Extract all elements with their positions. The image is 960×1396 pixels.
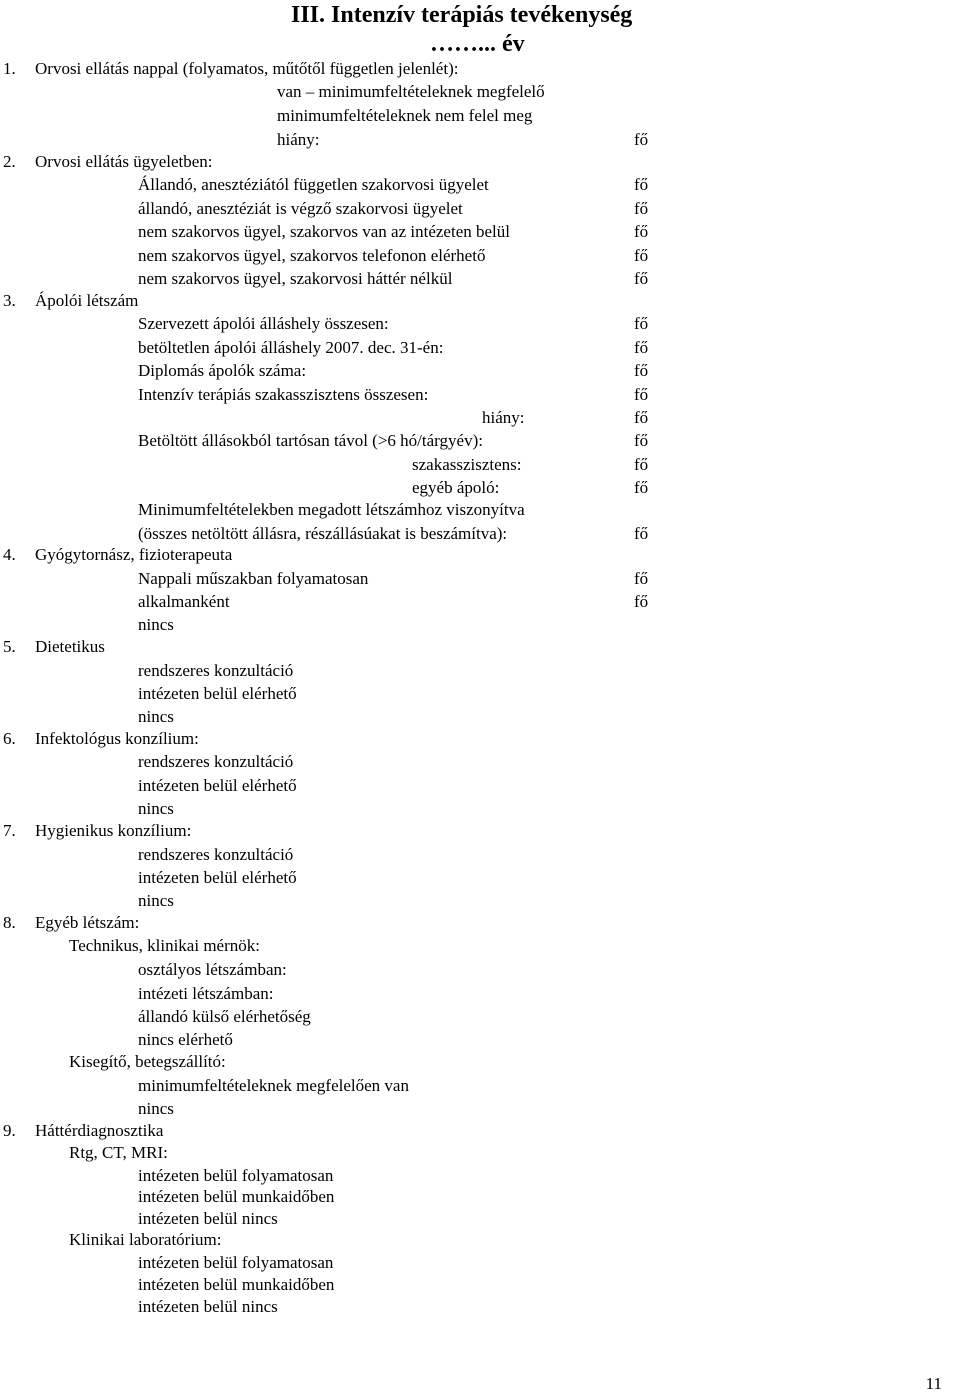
item-2-number: 2. [3, 152, 16, 171]
item-6-label: Infektológus konzílium: [35, 729, 199, 748]
item-4-label: Gyógytornász, fizioterapeuta [35, 545, 233, 564]
item-8-group-label: Kisegítő, betegszállító: [69, 1052, 226, 1071]
item-3-other-nurse: egyéb ápoló: [412, 478, 500, 497]
unit-label: fő [634, 338, 649, 357]
item-6-option: intézeten belül elérhető [138, 776, 297, 795]
item-2-label: Orvosi ellátás ügyeletben: [35, 152, 213, 171]
item-9-label: Háttérdiagnosztika [35, 1121, 164, 1140]
item-8-option: nincs elérhető [138, 1030, 233, 1049]
item-9-group-label: Klinikai laboratórium: [69, 1230, 222, 1249]
unit-label: fő [634, 269, 649, 288]
unit-label: fő [634, 455, 649, 474]
unit-label: fő [634, 361, 649, 380]
item-8-option: minimumfeltételeknek megfelelően van [138, 1076, 409, 1095]
item-9-option: intézeten belül nincs [138, 1297, 278, 1316]
item-3-number: 3. [3, 291, 16, 310]
unit-label: fő [634, 222, 649, 241]
item-5-option: intézeten belül elérhető [138, 684, 297, 703]
item-5-option: nincs [138, 707, 174, 726]
item-9-option: intézeten belül folyamatosan [138, 1166, 334, 1185]
item-4-option: Nappali műszakban folyamatosan [138, 569, 369, 588]
item-9-option: intézeten belül munkaidőben [138, 1275, 335, 1294]
item-1-option: minimumfeltételeknek nem felel meg [277, 106, 533, 125]
item-8-option: nincs [138, 1099, 174, 1118]
item-7-number: 7. [3, 821, 16, 840]
item-8-option: osztályos létszámban: [138, 960, 287, 979]
item-3-label: Ápolói létszám [35, 291, 139, 310]
item-6-option: rendszeres konzultáció [138, 752, 294, 771]
unit-label: fő [634, 314, 649, 333]
unit-label: fő [634, 408, 649, 427]
item-2-option: nem szakorvos ügyel, szakorvosi háttér nélkül [138, 269, 453, 288]
item-8-number: 8. [3, 913, 16, 932]
item-1-label: Orvosi ellátás nappal (folyamatos, műtőtől független jelenlét): [35, 59, 459, 78]
unit-label: fő [634, 130, 649, 149]
item-5-number: 5. [3, 637, 16, 656]
unit-label: fő [634, 524, 649, 543]
item-9-option: intézeten belül folyamatosan [138, 1253, 334, 1272]
page-number: 11 [925, 1374, 942, 1393]
item-9-option: intézeten belül munkaidőben [138, 1187, 335, 1206]
item-6-option: nincs [138, 799, 174, 818]
year-line: ……... év [430, 31, 525, 57]
item-7-option: rendszeres konzultáció [138, 845, 294, 864]
item-2-option: nem szakorvos ügyel, szakorvos van az intézeten belül [138, 222, 510, 241]
item-7-option: nincs [138, 891, 174, 910]
item-7-label: Hygienikus konzílium: [35, 821, 192, 840]
item-4-number: 4. [3, 545, 16, 564]
unit-label: fő [634, 246, 649, 265]
page-title: III. Intenzív terápiás tevékenység [291, 2, 633, 28]
item-9-group-label: Rtg, CT, MRI: [69, 1143, 168, 1162]
item-3-missing: hiány: [482, 408, 525, 427]
item-3-minimum-line-2: (összes netöltött állásra, részállásúakat is beszámítva): [138, 524, 508, 543]
unit-label: fő [634, 431, 649, 450]
item-3-field: Intenzív terápiás szakasszisztens összesen: [138, 385, 429, 404]
item-8-group-label: Technikus, klinikai mérnök: [69, 936, 260, 955]
item-7-option: intézeten belül elérhető [138, 868, 297, 887]
item-2-option: állandó, anesztéziát is végző szakorvosi ügyelet [138, 199, 463, 218]
item-3-assistant: szakasszisztens: [412, 455, 522, 474]
unit-label: fő [634, 592, 649, 611]
item-9-option: intézeten belül nincs [138, 1209, 278, 1228]
item-3-minimum-line-1: Minimumfeltételekben megadott létszámhoz viszonyítva [138, 500, 525, 519]
item-3-field: betöltetlen ápolói álláshely 2007. dec. 31-én: [138, 338, 444, 357]
item-2-option: Állandó, anesztéziától független szakorvosi ügyelet [138, 175, 489, 194]
item-5-label: Dietetikus [35, 637, 105, 656]
item-8-label: Egyéb létszám: [35, 913, 140, 932]
unit-label: fő [634, 175, 649, 194]
item-3-field: Diplomás ápolók száma: [138, 361, 307, 380]
item-6-number: 6. [3, 729, 16, 748]
item-1-number: 1. [3, 59, 16, 78]
unit-label: fő [634, 385, 649, 404]
item-3-absent: Betöltött állásokból tartósan távol (>6 hó/tárgyév): [138, 431, 483, 450]
unit-label: fő [634, 199, 649, 218]
item-8-option: intézeti létszámban: [138, 984, 274, 1003]
item-4-option: nincs [138, 615, 174, 634]
item-5-option: rendszeres konzultáció [138, 661, 294, 680]
item-1-option: van – minimumfeltételeknek megfelelő [277, 82, 545, 101]
item-9-number: 9. [3, 1121, 16, 1140]
item-4-option: alkalmanként [138, 592, 230, 611]
item-8-option: állandó külső elérhetőség [138, 1007, 311, 1026]
item-3-field: Szervezett ápolói álláshely összesen: [138, 314, 389, 333]
unit-label: fő [634, 569, 649, 588]
item-1-missing: hiány: [277, 130, 320, 149]
unit-label: fő [634, 478, 649, 497]
item-2-option: nem szakorvos ügyel, szakorvos telefonon elérhető [138, 246, 486, 265]
